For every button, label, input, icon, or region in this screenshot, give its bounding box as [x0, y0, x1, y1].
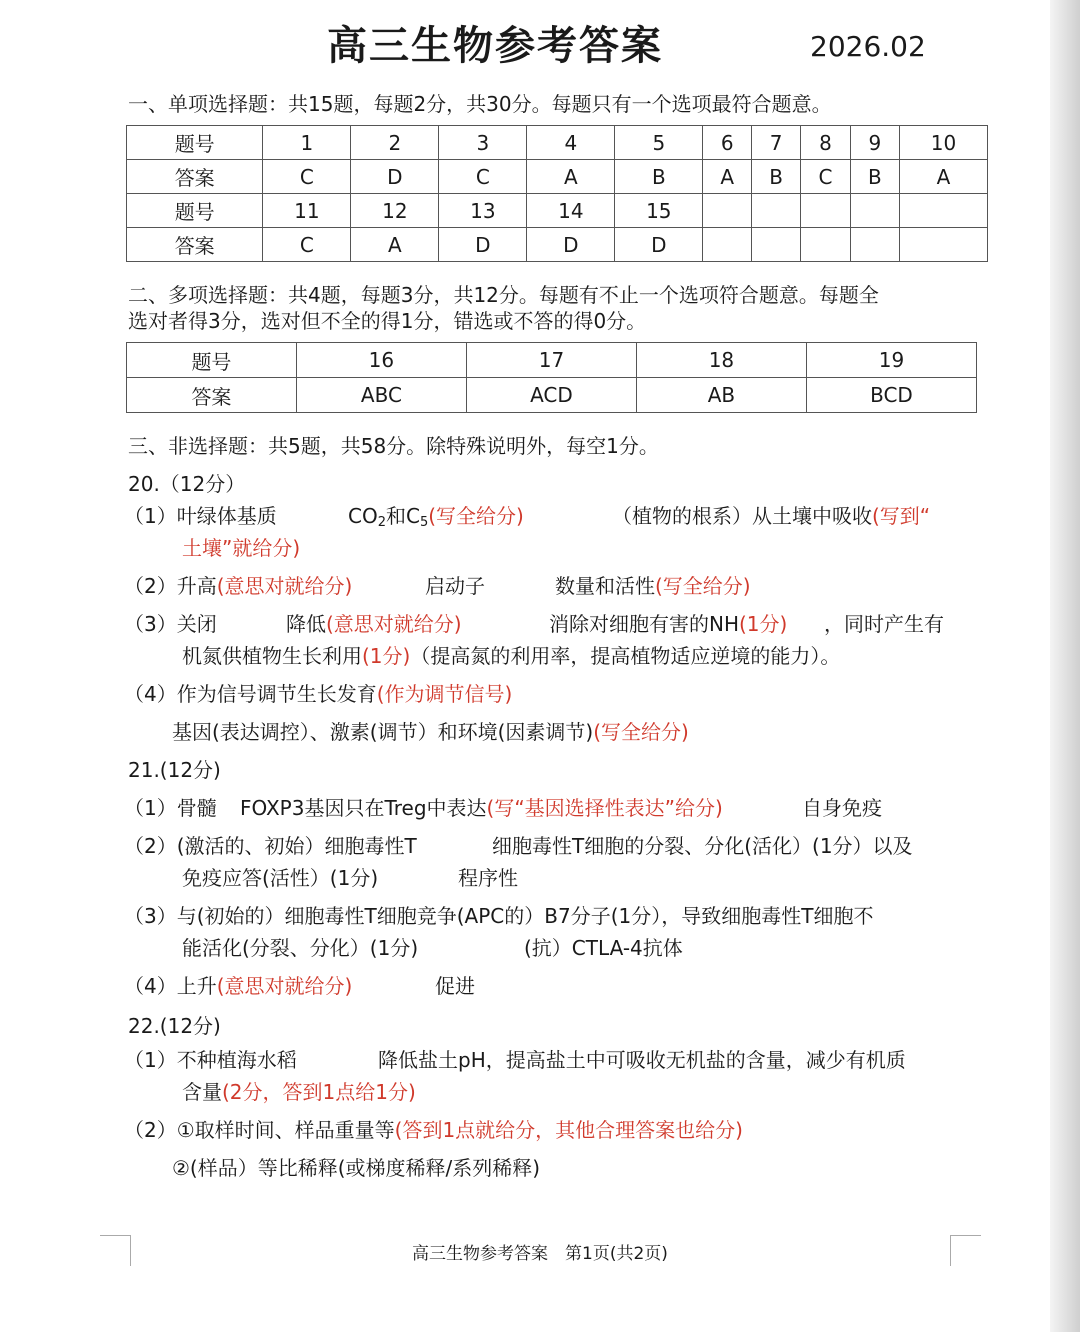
table-cell: C	[263, 160, 351, 194]
q20-3-answer-a: （3）关闭	[124, 612, 217, 636]
table-cell: 13	[439, 194, 527, 228]
table-cell: B	[850, 160, 899, 194]
table-cell	[899, 194, 987, 228]
q21-header: 21.(12分)	[128, 758, 221, 782]
q20-2-note-a: (意思对就给分)	[216, 574, 353, 598]
table-cell: 19	[806, 343, 976, 378]
table-cell: 9	[850, 126, 899, 160]
table-cell: 3	[439, 126, 527, 160]
table-cell: 4	[527, 126, 615, 160]
q20-2-answer-b: 启动子	[425, 574, 485, 598]
q22-1-answer-c: 含量(2分，答到1点给1分)	[182, 1080, 416, 1104]
table-cell: ABC	[296, 378, 466, 413]
q21-2-answer-c: 免疫应答(活性）(1分)	[182, 866, 379, 890]
multi-choice-answer-table	[126, 342, 977, 413]
table-cell: 8	[801, 126, 851, 160]
table-cell	[752, 228, 801, 262]
table-cell	[801, 228, 851, 262]
page-title: 高三生物参考答案	[327, 23, 663, 69]
table-cell: ACD	[466, 378, 636, 413]
table-row	[127, 378, 977, 413]
q20-2-answer-a: （2）升高(意思对就给分)	[124, 574, 353, 598]
table-cell: 17	[466, 343, 636, 378]
q21-1-answer-c: 自身免疫	[802, 796, 882, 820]
section2-heading-line2: 选对者得3分，选对但不全的得1分，错选或不答的得0分。	[128, 309, 647, 333]
q20-1-note-c-cont: 土壤”就给分)	[182, 536, 301, 560]
table-cell: 12	[351, 194, 439, 228]
table-row-label: 题号	[127, 343, 297, 378]
q20-1-answer-b: $CO_2$和$C_5$(写全给分)	[348, 504, 524, 530]
q22-header: 22.(12分)	[128, 1014, 221, 1038]
table-cell: 1	[263, 126, 351, 160]
q21-2-answer-b: 细胞毒性T细胞的分裂、分化(活化）(1分）以及	[492, 834, 913, 858]
table-cell: A	[351, 228, 439, 262]
q20-2-answer-c: 数量和活性(写全给分)	[555, 574, 751, 598]
table-row	[127, 228, 988, 262]
q20-3-note-e: (1分)	[362, 644, 411, 668]
q22-1-answer-b: 降低盐土pH，提高盐土中可吸收无机盐的含量，减少有机质	[378, 1048, 906, 1072]
section2-heading-line1: 二、多项选择题：共4题，每题3分，共12分。每题有不止一个选项符合题意。每题全	[128, 283, 879, 307]
q21-1-answer-b: FOXP3基因只在Treg中表达(写“基因选择性表达”给分)	[240, 796, 723, 820]
table-cell: D	[439, 228, 527, 262]
table-row-label: 答案	[127, 160, 263, 194]
table-cell: A	[899, 160, 987, 194]
q22-2-answer-b: ②(样品）等比稀释(或梯度稀释/系列稀释)	[172, 1156, 541, 1180]
table-cell	[703, 228, 752, 262]
q20-3-note-c: (1分)	[739, 612, 788, 636]
table-cell: D	[351, 160, 439, 194]
exam-date: 2026.02	[810, 30, 926, 63]
table-row	[127, 194, 988, 228]
q20-4-note-a: (作为调节信号)	[376, 682, 513, 706]
table-cell: 14	[527, 194, 615, 228]
section1-heading: 一、单项选择题：共15题，每题2分，共30分。每题只有一个选项最符合题意。	[128, 92, 832, 116]
q21-4-answer-a: （4）上升(意思对就给分)	[124, 974, 353, 998]
q21-2-answer-d: 程序性	[458, 866, 518, 890]
q21-3-answer-a: （3）与(初始的）细胞毒性T细胞竞争(APC的）B7分子(1分），导致细胞毒性T细胞不	[124, 904, 874, 928]
q21-2-answer-a: （2）(激活的、初始）细胞毒性T	[124, 834, 417, 858]
table-row-label: 答案	[127, 228, 263, 262]
table-cell: 15	[615, 194, 703, 228]
page-edge-shadow	[1050, 0, 1080, 1332]
table-cell	[850, 194, 899, 228]
table-cell: 7	[752, 126, 801, 160]
q21-4-answer-b: 促进	[435, 974, 475, 998]
table-row	[127, 160, 988, 194]
single-choice-answer-table	[126, 125, 988, 262]
table-cell: B	[615, 160, 703, 194]
q20-1-answer-c: （植物的根系）从土壤中吸收(写到“	[612, 504, 931, 528]
table-cell: D	[527, 228, 615, 262]
q20-3-answer-b: 降低(意思对就给分)	[286, 612, 462, 636]
q21-4-note-a: (意思对就给分)	[216, 974, 353, 998]
q22-1-answer-a: （1）不种植海水稻	[124, 1048, 297, 1072]
q20-1-note-b: (写全给分)	[428, 504, 524, 528]
table-row-label: 答案	[127, 378, 297, 413]
table-row-label: 题号	[127, 126, 263, 160]
table-row-label: 题号	[127, 194, 263, 228]
table-cell: 10	[899, 126, 987, 160]
table-cell	[703, 194, 752, 228]
q20-1-note-c: (写到“	[872, 504, 931, 528]
table-cell	[801, 194, 851, 228]
q20-3-answer-e: 机氮供植物生长利用(1分)（提高氮的利用率，提高植物适应逆境的能力）。	[182, 644, 841, 668]
table-cell: D	[615, 228, 703, 262]
q21-3-answer-b: 能活化(分裂、分化）(1分)	[182, 936, 419, 960]
table-cell: 5	[615, 126, 703, 160]
q20-header: 20.（12分）	[128, 472, 246, 496]
q22-2-note-a: (答到1点就给分，其他合理答案也给分)	[394, 1118, 743, 1142]
page-footer: 高三生物参考答案 第1页(共2页)	[412, 1244, 668, 1264]
table-cell	[850, 228, 899, 262]
table-cell: C	[439, 160, 527, 194]
section3-heading: 三、非选择题：共5题，共58分。除特殊说明外，每空1分。	[128, 434, 659, 458]
table-cell: AB	[636, 378, 806, 413]
q20-3-answer-d: ，同时产生有	[824, 612, 944, 636]
table-cell: C	[801, 160, 851, 194]
q22-1-note-c: (2分，答到1点给1分)	[222, 1080, 416, 1104]
q21-3-answer-c: (抗）CTLA-4抗体	[524, 936, 683, 960]
table-cell	[752, 194, 801, 228]
table-row	[127, 126, 988, 160]
table-cell: BCD	[806, 378, 976, 413]
table-cell: A	[703, 160, 752, 194]
q20-3-answer-c: 消除对细胞有害的NH(1分)	[549, 612, 788, 636]
q20-3-note-b: (意思对就给分)	[326, 612, 462, 636]
table-cell: 2	[351, 126, 439, 160]
table-cell: C	[263, 228, 351, 262]
table-cell: 6	[703, 126, 752, 160]
table-cell: 11	[263, 194, 351, 228]
q21-1-note-b: (写“基因选择性表达”给分)	[486, 796, 723, 820]
table-cell: 16	[296, 343, 466, 378]
q20-2-note-c: (写全给分)	[655, 574, 751, 598]
q20-4-answer-b: 基因(表达调控）、激素(调节）和环境(因素调节)(写全给分)	[172, 720, 689, 744]
q22-2-answer-a: （2）①取样时间、样品重量等(答到1点就给分，其他合理答案也给分)	[124, 1118, 743, 1142]
q21-1-answer-a: （1）骨髓	[124, 796, 217, 820]
q20-4-answer-a: （4）作为信号调节生长发育(作为调节信号)	[124, 682, 513, 706]
table-cell: 18	[636, 343, 806, 378]
table-row	[127, 343, 977, 378]
q20-4-note-b: (写全给分)	[593, 720, 689, 744]
q20-1-answer-a: （1）叶绿体基质	[124, 504, 277, 528]
table-cell: B	[752, 160, 801, 194]
table-cell: A	[527, 160, 615, 194]
table-cell	[899, 228, 987, 262]
